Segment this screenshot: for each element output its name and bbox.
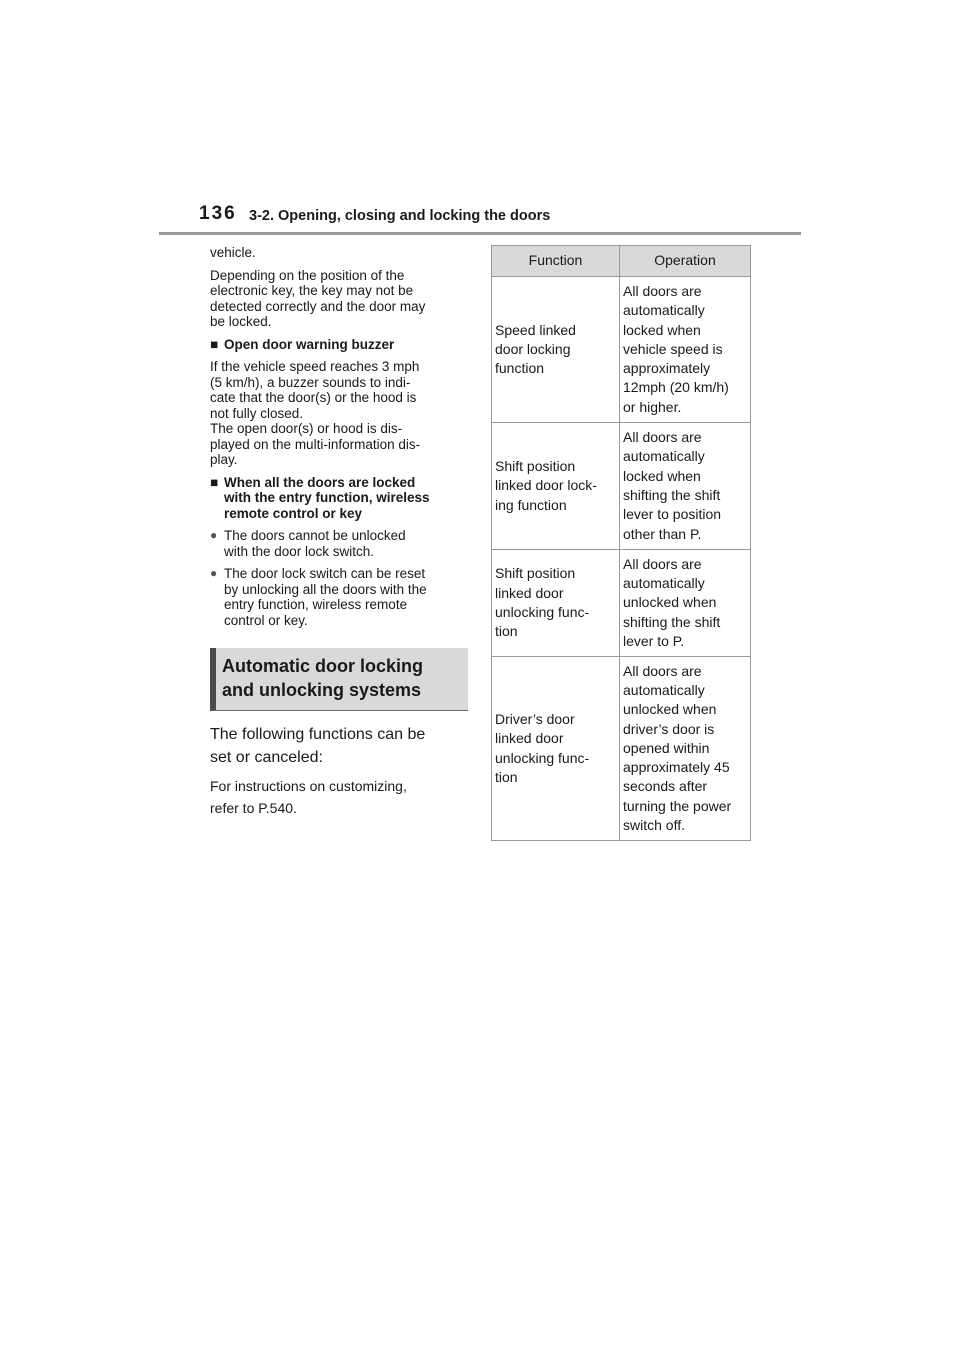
lead-paragraph	[210, 723, 472, 769]
text-line: (5 km/h), a buzzer sounds to indi-	[210, 374, 411, 390]
text-line: control or key.	[224, 612, 308, 628]
operation-cell	[620, 277, 751, 423]
text-line: function	[495, 360, 545, 377]
bullet-text	[224, 566, 427, 628]
text-line: opened within	[623, 739, 710, 756]
text-line: Depending on the position of the	[210, 267, 405, 283]
text-line: with the door lock switch.	[224, 543, 375, 559]
text-line: unlocked when	[623, 594, 717, 611]
text-line: unlocking func-	[495, 749, 590, 766]
text-line: driver’s door is	[623, 720, 715, 737]
text-line: play.	[210, 452, 238, 467]
table-row	[492, 550, 751, 657]
bullet-text	[224, 528, 406, 559]
table-row	[492, 277, 751, 423]
text-line: not fully closed.	[210, 405, 304, 421]
subheading-open-door-buzzer	[210, 337, 472, 353]
text-line: The doors cannot be unlocked	[224, 528, 406, 543]
text-line: 12mph (20 km/h)	[623, 379, 729, 396]
text-line: Driver’s door	[495, 710, 575, 727]
customize-note	[210, 775, 472, 819]
subheading-all-doors-locked	[210, 475, 472, 522]
text-line: tion	[495, 623, 518, 640]
text-line: entry function, wireless remote	[224, 597, 408, 612]
text-line: vehicle speed is	[623, 340, 723, 357]
table-row	[492, 657, 751, 841]
operation-cell	[620, 550, 751, 657]
text-line: with the entry function, wireless	[224, 490, 430, 505]
text-line: other than P.	[623, 525, 702, 542]
subheading-text: Open door warning buzzer	[224, 336, 395, 352]
text-line: unlocking func-	[495, 604, 590, 620]
function-cell	[492, 657, 620, 841]
text-line: played on the multi-information dis-	[210, 436, 421, 452]
text-line: automatically	[623, 302, 705, 319]
header-rule	[159, 232, 801, 235]
text-line: The open door(s) or hood is dis-	[210, 421, 403, 436]
text-line: shifting the shift	[623, 613, 721, 630]
text-line: automatically	[623, 575, 705, 592]
text-line: switch off.	[623, 817, 685, 834]
text-line: locked when	[623, 321, 701, 338]
paragraph-vehicle: vehicle.	[210, 245, 256, 260]
text-line: All doors are	[623, 429, 702, 446]
table-header-row	[492, 246, 751, 277]
text-line: automatically	[623, 681, 705, 698]
text-line: seconds after	[623, 778, 708, 795]
function-cell	[492, 277, 620, 423]
text-line: When all the doors are locked	[224, 474, 416, 490]
paragraph-key-detection	[210, 268, 472, 330]
text-line: automatically	[623, 448, 705, 465]
text-line: refer to P.540.	[210, 800, 297, 816]
text-line: approximately	[623, 360, 711, 377]
section-heading	[210, 648, 468, 711]
section-title: 3-2. Opening, closing and locking the doors	[249, 208, 551, 224]
functions-table	[491, 245, 751, 841]
text-line: lever to P.	[623, 632, 685, 649]
bullet-item	[210, 566, 472, 628]
page-number: 136	[199, 203, 237, 224]
square-marker-icon: ■	[210, 474, 219, 490]
operation-cell	[620, 423, 751, 550]
text-line: locked when	[623, 467, 701, 484]
bullet-item	[210, 528, 472, 559]
header-operation: Operation	[620, 246, 751, 277]
text-line: Speed linked	[495, 321, 576, 338]
text-line: All doors are	[623, 282, 702, 299]
text-line: The following functions can be	[210, 726, 426, 743]
text-line: approximately 45	[623, 759, 730, 776]
text-line: linked door	[495, 730, 564, 747]
left-column	[210, 245, 472, 819]
text-line: linked door	[495, 584, 564, 601]
text-line: and unlocking systems	[222, 680, 422, 700]
text-line: tion	[495, 768, 518, 785]
text-line: detected correctly and the door may	[210, 298, 426, 314]
square-marker-icon: ■	[210, 336, 219, 352]
text-line: by unlocking all the doors with the	[224, 581, 427, 597]
circle-bullet-icon: ●	[210, 566, 218, 580]
text-line: door locking	[495, 340, 571, 357]
text-line: lever to position	[623, 506, 722, 523]
text-line: The door lock switch can be reset	[224, 566, 426, 581]
text-line: Shift position	[495, 458, 576, 475]
text-line: For instructions on customizing,	[210, 778, 407, 794]
text-line: cate that the door(s) or the hood is	[210, 390, 417, 405]
subheading-text	[224, 475, 430, 522]
text-line: ing function	[495, 496, 567, 513]
text-line: or higher.	[623, 398, 682, 415]
table-row	[492, 423, 751, 550]
function-cell	[492, 550, 620, 657]
function-cell	[492, 423, 620, 550]
text-line: electronic key, the key may not be	[210, 283, 414, 298]
paragraph-buzzer	[210, 359, 472, 468]
text-line: unlocked when	[623, 701, 717, 718]
circle-bullet-icon: ●	[210, 528, 218, 542]
text-line: Shift position	[495, 565, 576, 582]
text-line: Automatic door locking	[222, 656, 424, 676]
text-line: set or canceled:	[210, 749, 323, 766]
text-line: All doors are	[623, 555, 702, 572]
text-line: be locked.	[210, 314, 272, 329]
text-line: If the vehicle speed reaches 3 mph	[210, 359, 420, 374]
text-line: shifting the shift	[623, 487, 721, 503]
text-line: linked door lock-	[495, 477, 597, 494]
operation-cell	[620, 657, 751, 841]
text-line: All doors are	[623, 662, 702, 679]
header-function: Function	[492, 246, 620, 277]
text-line: turning the power	[623, 797, 732, 814]
text-line: remote control or key	[224, 505, 363, 521]
